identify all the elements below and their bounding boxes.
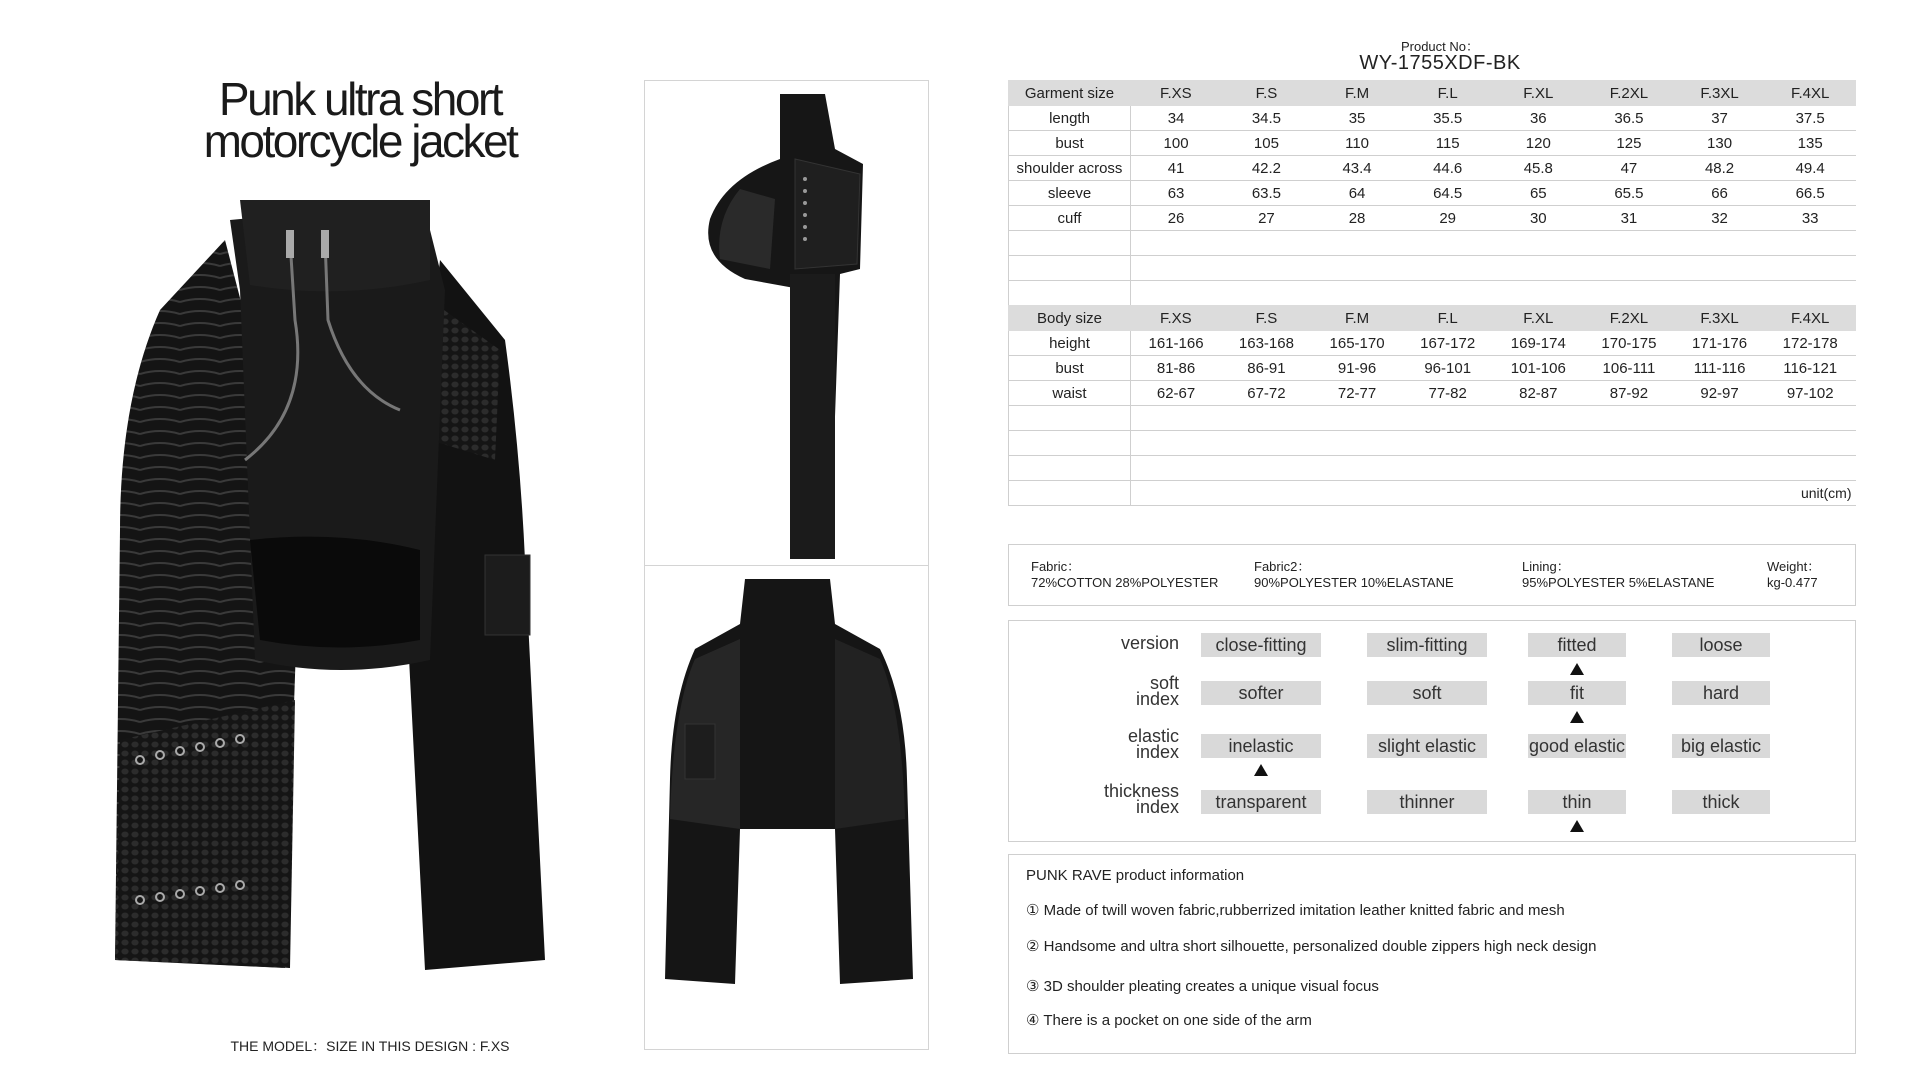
table-row [1009,356,1856,381]
product-title [110,73,610,167]
cell: 82-87 [1493,381,1584,406]
weight-value: kg-0.477 [1767,575,1818,590]
model-size-note: THE MODEL：SIZE IN THIS DESIGN : F.XS [230,1038,510,1054]
rating-option: transparent [1201,790,1321,814]
cell: 116-121 [1765,356,1856,381]
cell: 42.2 [1221,156,1312,181]
cell: 96-101 [1402,356,1493,381]
cell: 43.4 [1312,156,1403,181]
fabric2-value: 90%POLYESTER 10%ELASTANE [1254,575,1454,590]
cell: 77-82 [1402,381,1493,406]
product-info-box [1008,854,1856,1054]
cell: 44.6 [1402,156,1493,181]
cell: 36.5 [1584,106,1675,131]
cell: 169-174 [1493,331,1584,356]
rating-label-line: thickness [1103,781,1179,801]
info-line: ④ There is a pocket on one side of the arm [1026,1012,1312,1029]
cell: 130 [1674,131,1765,156]
info-line: ② Handsome and ultra short silhouette, personalized double zippers high neck design [1026,938,1597,955]
cell: 91-96 [1312,356,1403,381]
cell: 35.5 [1402,106,1493,131]
cell: 65 [1493,181,1584,206]
fabric-info [1031,559,1218,591]
cell: 35 [1312,106,1403,131]
body-header-label: Body size [1009,306,1131,331]
cell: 34.5 [1221,106,1312,131]
table-row [1009,106,1856,131]
cell: 72-77 [1312,381,1403,406]
body-size-table [1008,305,1856,506]
empty-row [1009,406,1856,431]
cell: 28 [1312,206,1403,231]
elastic-index-label [1039,728,1179,760]
fabric2-label: Fabric2： [1254,559,1311,574]
row-label: height [1009,331,1131,356]
cell: 63 [1131,181,1222,206]
cell: 167-172 [1402,331,1493,356]
cell: 66 [1674,181,1765,206]
table-row [1009,181,1856,206]
rating-option: inelastic [1201,734,1321,758]
fabric-value: 72%COTTON 28%POLYESTER [1031,575,1219,590]
rating-label-line: index [1135,742,1179,762]
selected-marker-icon [1254,764,1268,776]
weight-info [1767,559,1820,591]
garment-header-row [1009,81,1856,106]
cell: 66.5 [1765,181,1856,206]
row-label: cuff [1009,206,1131,231]
size-header: F.XL [1493,81,1584,106]
cell: 120 [1493,131,1584,156]
cell: 41 [1131,156,1222,181]
version-label [1039,635,1179,651]
table-row [1009,381,1856,406]
cell: 172-178 [1765,331,1856,356]
empty-row [1009,281,1856,306]
thickness-index-label [1039,783,1179,815]
lining-label: Lining： [1522,559,1570,574]
rating-option: thick [1672,790,1770,814]
info-line: ③ 3D shoulder pleating creates a unique visual focus [1026,978,1379,995]
size-header: F.S [1221,81,1312,106]
cell: 37.5 [1765,106,1856,131]
cell: 97-102 [1765,381,1856,406]
empty-row [1009,431,1856,456]
weight-label: Weight： [1767,559,1821,574]
row-label: waist [1009,381,1131,406]
cell: 27 [1221,206,1312,231]
cell: 63.5 [1221,181,1312,206]
size-header: F.M [1312,306,1403,331]
empty-row [1009,256,1856,281]
rating-label-line: elastic [1127,726,1179,746]
rating-option: thin [1528,790,1626,814]
table-row [1009,331,1856,356]
cell: 48.2 [1674,156,1765,181]
product-no-label: Product No： [1400,39,1480,54]
rating-option: softer [1201,681,1321,705]
cell: 106-111 [1584,356,1675,381]
cell: 135 [1765,131,1856,156]
cell: 65.5 [1584,181,1675,206]
alt-photos-frame [644,80,929,1050]
size-header: F.3XL [1674,306,1765,331]
rating-option: close-fitting [1201,633,1321,657]
info-title: PUNK RAVE product information [1026,867,1245,884]
body-header-row [1009,306,1856,331]
row-label: length [1009,106,1131,131]
cell: 101-106 [1493,356,1584,381]
size-header: F.4XL [1765,306,1856,331]
cell: 29 [1402,206,1493,231]
product-no: WY-1755XDF-BK [1359,52,1521,74]
size-header: F.XS [1131,306,1222,331]
cell: 163-168 [1221,331,1312,356]
cell: 87-92 [1584,381,1675,406]
size-header: F.L [1402,81,1493,106]
size-header: F.2XL [1584,81,1675,106]
size-header: F.3XL [1674,81,1765,106]
table-row [1009,206,1856,231]
cell: 67-72 [1221,381,1312,406]
unit-label: unit(cm) [1131,481,1856,506]
cell: 115 [1402,131,1493,156]
product-title-line2: motorcycle jacket [203,115,517,167]
selected-marker-icon [1570,663,1584,675]
selected-marker-icon [1570,711,1584,723]
fit-rating-box [1008,620,1856,842]
cell: 34 [1131,106,1222,131]
product-title-line1: Punk ultra short [218,73,502,125]
cell: 49.4 [1765,156,1856,181]
photo-divider [645,565,928,566]
size-header: F.XL [1493,306,1584,331]
cell: 36 [1493,106,1584,131]
size-header: F.S [1221,306,1312,331]
soft-index-label [1039,675,1179,707]
cell: 30 [1493,206,1584,231]
rating-option: loose [1672,633,1770,657]
cell: 81-86 [1131,356,1222,381]
garment-header-label: Garment size [1009,81,1131,106]
rating-label-line: index [1135,797,1179,817]
cell: 26 [1131,206,1222,231]
info-line: ① Made of twill woven fabric,rubberrized imitation leather knitted fabric and mesh [1026,902,1565,919]
cell: 111-116 [1674,356,1765,381]
rating-option: big elastic [1672,734,1770,758]
cell: 37 [1674,106,1765,131]
empty-row [1009,231,1856,256]
fabric-box [1008,544,1856,606]
garment-size-table [1008,80,1856,306]
cell: 32 [1674,206,1765,231]
cell: 31 [1584,206,1675,231]
cell: 100 [1131,131,1222,156]
rating-option: fit [1528,681,1626,705]
cell: 64.5 [1402,181,1493,206]
cell: 110 [1312,131,1403,156]
selected-marker-icon [1570,820,1584,832]
table-row [1009,156,1856,181]
rating-label-line: version [1120,633,1179,653]
unit-row [1009,481,1856,506]
fabric-label: Fabric： [1031,559,1081,574]
rating-option: good elastic [1528,736,1626,756]
table-row [1009,131,1856,156]
size-header: F.2XL [1584,306,1675,331]
lining-value: 95%POLYESTER 5%ELASTANE [1522,575,1715,590]
cell: 125 [1584,131,1675,156]
cell: 170-175 [1584,331,1675,356]
rating-label-line: soft [1149,673,1179,693]
cell: 45.8 [1493,156,1584,181]
empty-row [1009,456,1856,481]
cell: 161-166 [1131,331,1222,356]
rating-option: fitted [1528,633,1626,657]
jacket-front-photo [100,200,630,970]
rating-option: soft [1367,681,1487,705]
size-header: F.L [1402,306,1493,331]
rating-option: thinner [1367,790,1487,814]
row-label: sleeve [1009,181,1131,206]
rating-option: slim-fitting [1367,633,1487,657]
row-label: bust [1009,356,1131,381]
jacket-side-photo [685,89,885,559]
cell: 105 [1221,131,1312,156]
row-label: bust [1009,131,1131,156]
size-header: F.XS [1131,81,1222,106]
cell: 86-91 [1221,356,1312,381]
row-label: shoulder across [1009,156,1131,181]
cell: 92-97 [1674,381,1765,406]
fabric2-info [1254,559,1454,591]
size-header: F.4XL [1765,81,1856,106]
lining-info [1522,559,1714,591]
cell: 64 [1312,181,1403,206]
cell: 33 [1765,206,1856,231]
cell: 47 [1584,156,1675,181]
rating-label-line: index [1135,689,1179,709]
cell: 171-176 [1674,331,1765,356]
rating-option: slight elastic [1367,734,1487,758]
rating-option: hard [1672,681,1770,705]
size-header: F.M [1312,81,1403,106]
jacket-back-photo [655,579,920,1039]
cell: 62-67 [1131,381,1222,406]
cell: 165-170 [1312,331,1403,356]
